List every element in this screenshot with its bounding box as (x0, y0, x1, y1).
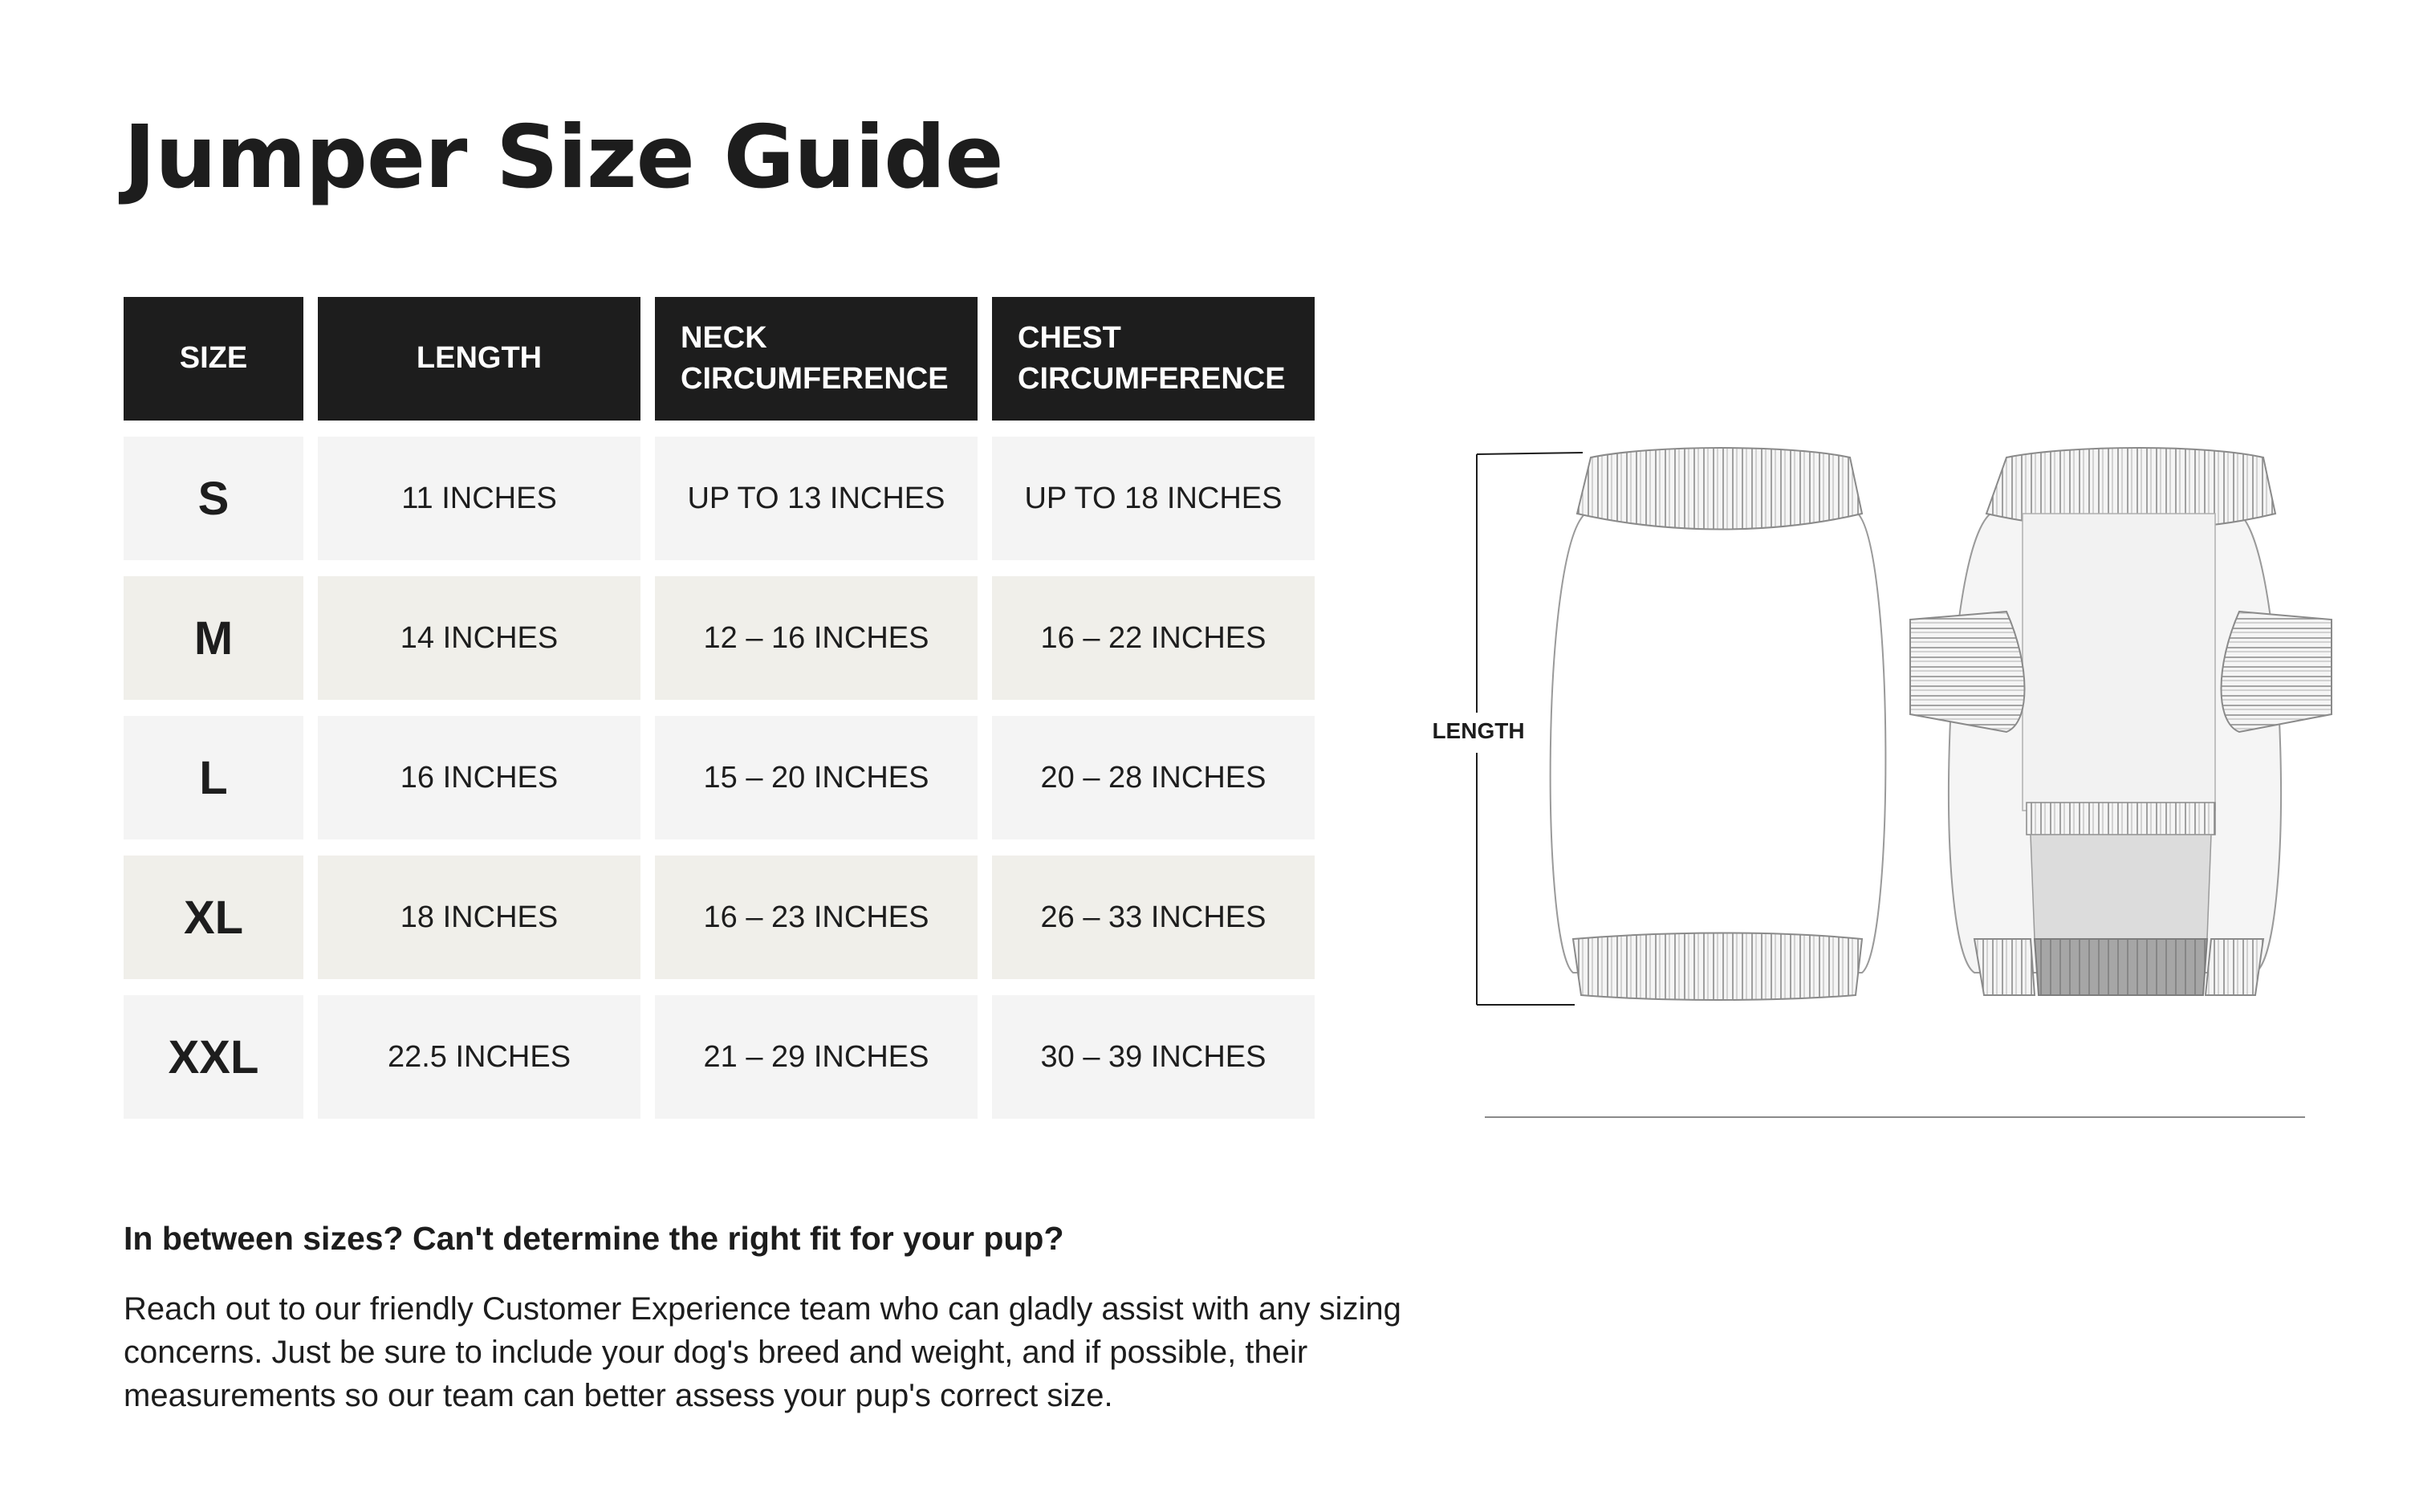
neck-cell: 12 – 16 INCHES (655, 576, 978, 700)
length-cell: 18 INCHES (318, 856, 640, 979)
jumper-back-view (1551, 448, 1886, 1000)
chest-cell: 16 – 22 INCHES (992, 576, 1315, 700)
size-cell: XXL (124, 995, 303, 1119)
size-cell: S (124, 437, 303, 560)
chest-cell: 30 – 39 INCHES (992, 995, 1315, 1119)
header-neck: NECK CIRCUMFERENCE (655, 297, 978, 421)
header-size: SIZE (124, 297, 303, 421)
neck-cell: 16 – 23 INCHES (655, 856, 978, 979)
help-heading: In between sizes? Can't determine the right fit for your pup? (124, 1220, 1064, 1257)
size-cell: M (124, 576, 303, 700)
jumper-diagram (1413, 433, 2344, 1140)
length-cell: 16 INCHES (318, 716, 640, 839)
table-row (124, 856, 1315, 979)
neck-cell: UP TO 13 INCHES (655, 437, 978, 560)
jumper-front-view (1910, 448, 2332, 995)
length-label: LENGTH (1432, 718, 1525, 743)
chest-cell: 26 – 33 INCHES (992, 856, 1315, 979)
chest-cell: 20 – 28 INCHES (992, 716, 1315, 839)
page-title: Jumper Size Guide (124, 108, 1003, 208)
neck-cell: 15 – 20 INCHES (655, 716, 978, 839)
table-row (124, 716, 1315, 839)
length-cell: 14 INCHES (318, 576, 640, 700)
size-cell: XL (124, 856, 303, 979)
header-length: LENGTH (318, 297, 640, 421)
size-cell: L (124, 716, 303, 839)
neck-cell: 21 – 29 INCHES (655, 995, 978, 1119)
length-cell: 11 INCHES (318, 437, 640, 560)
table-header-row (124, 297, 1315, 421)
table-row (124, 437, 1315, 560)
table-row (124, 576, 1315, 700)
help-body: Reach out to our friendly Customer Experience team who can gladly assist with any sizing concerns. Just be sure to include your dog's breed and weight, and if possible, their measurements so our team can better assess your pup's correct size. (124, 1291, 1401, 1413)
header-chest: CHEST CIRCUMFERENCE (992, 297, 1315, 421)
chest-cell: UP TO 18 INCHES (992, 437, 1315, 560)
size-table (109, 281, 1329, 1135)
table-row (124, 995, 1315, 1119)
length-cell: 22.5 INCHES (318, 995, 640, 1119)
